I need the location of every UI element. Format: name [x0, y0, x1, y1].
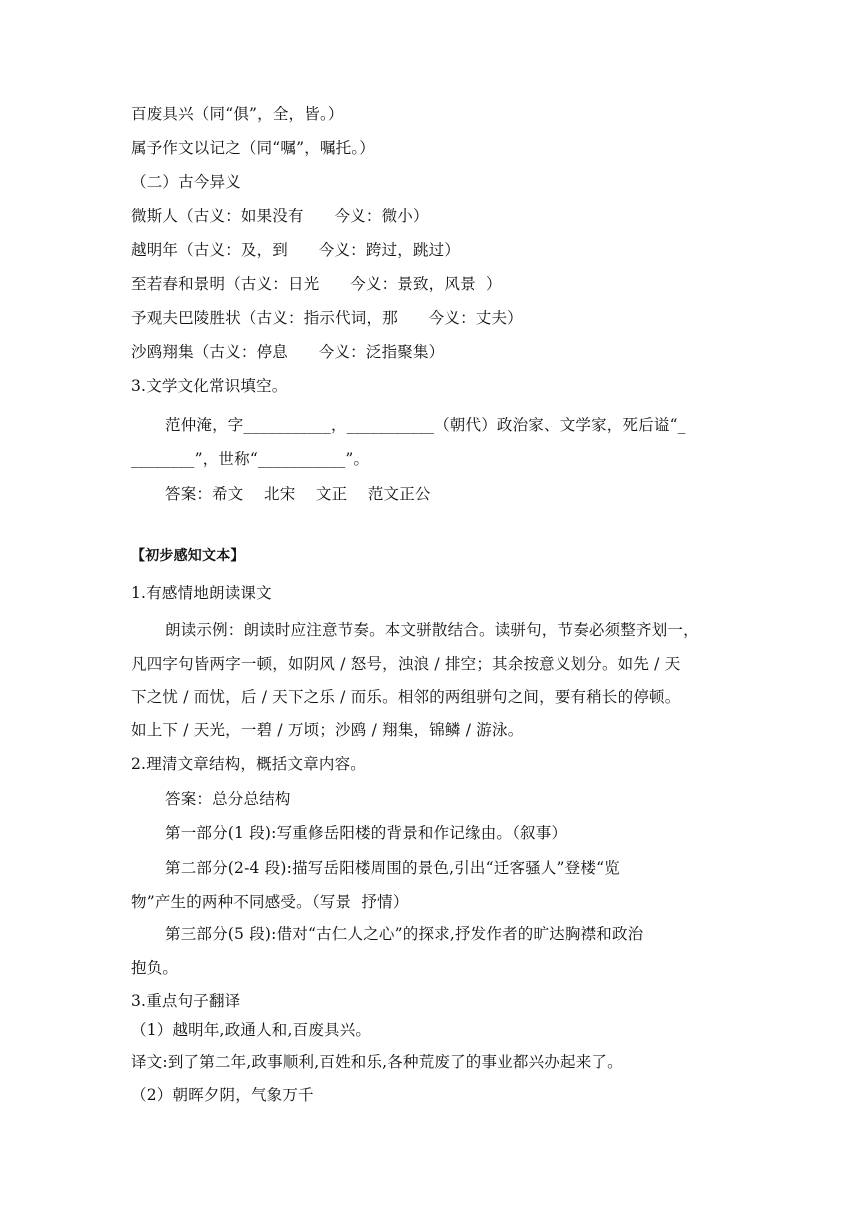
paragraph-line: 第三部分(5 段):借对“古仁人之心”的探求,抒发作者的旷达胸襟和政治 — [165, 925, 644, 943]
text-line: 百废具兴（同“俱”，全，皆。） — [131, 105, 344, 123]
answer-line: 答案：希文 北宋 文正 范文正公 — [165, 485, 431, 503]
paragraph-line: 物”产生的两种不同感受。（写景 抒情） — [131, 893, 409, 911]
subsection-title: （二）古今异义 — [131, 173, 241, 191]
sentence-line: （1）越明年,政通人和,百废具兴。 — [131, 1021, 372, 1039]
text-line: 予观夫巴陵胜状（古义：指示代词，那 今义：丈夫） — [131, 309, 523, 327]
text-line: 沙鸥翔集（古义：停息 今义：泛指聚集） — [131, 343, 445, 361]
paragraph-line: 第二部分(2-4 段):描写岳阳楼周围的景色,引出“迁客骚人”登楼“览 — [165, 859, 620, 877]
paragraph-line: 凡四字句皆两字一顿，如阴风 / 怒号，浊浪 / 排空；其余按意义划分。如先 / 天 — [131, 655, 681, 673]
question-title: 3.重点句子翻译 — [131, 992, 241, 1010]
question-title: 2.理清文章结构，概括文章内容。 — [131, 755, 366, 773]
answer-line: 答案：总分总结构 — [165, 790, 291, 808]
sentence-line: （2）朝晖夕阴，气象万千 — [131, 1086, 314, 1104]
paragraph-line: 抱负。 — [131, 959, 179, 977]
paragraph-line: 第一部分(1 段):写重修岳阳楼的背景和作记缘由。（叙事） — [165, 824, 568, 842]
paragraph-line: 如上下 / 天光，一碧 / 万顷；沙鸥 / 翔集，锦鳞 / 游泳。 — [131, 721, 524, 739]
paragraph-line: 下之忧 / 而忧，后 / 天下之乐 / 而乐。相邻的两组骈句之间，要有稍长的停顿。 — [131, 688, 681, 706]
text-line: 微斯人（古义：如果没有 今义：微小） — [131, 207, 429, 225]
text-line: 属予作文以记之（同“嘱”，嘱托。） — [131, 139, 375, 157]
paragraph-line: 朗读示例：朗读时应注意节奏。本文骈散结合。读骈句，节奏必须整齐划一， — [165, 621, 699, 639]
question-title: 3.文学文化常识填空。 — [131, 377, 288, 395]
translation-line: 译文:到了第二年,政事顺利,百姓和乐,各种荒废了的事业都兴办起来了。 — [131, 1053, 623, 1071]
text-line: 越明年（古义：及，到 今义：跨过，跳过） — [131, 241, 461, 259]
text-line: 至若春和景明（古义：日光 今义：景致，风景 ） — [131, 275, 502, 293]
fill-blank-line: ________”，世称“___________”。 — [131, 450, 370, 468]
section-heading: 【初步感知文本】 — [131, 548, 245, 564]
question-title: 1.有感情地朗读课文 — [131, 584, 272, 602]
fill-blank-line: 范仲淹，字___________，___________（朝代）政治家、文学家，死后谥“_ — [165, 416, 686, 434]
